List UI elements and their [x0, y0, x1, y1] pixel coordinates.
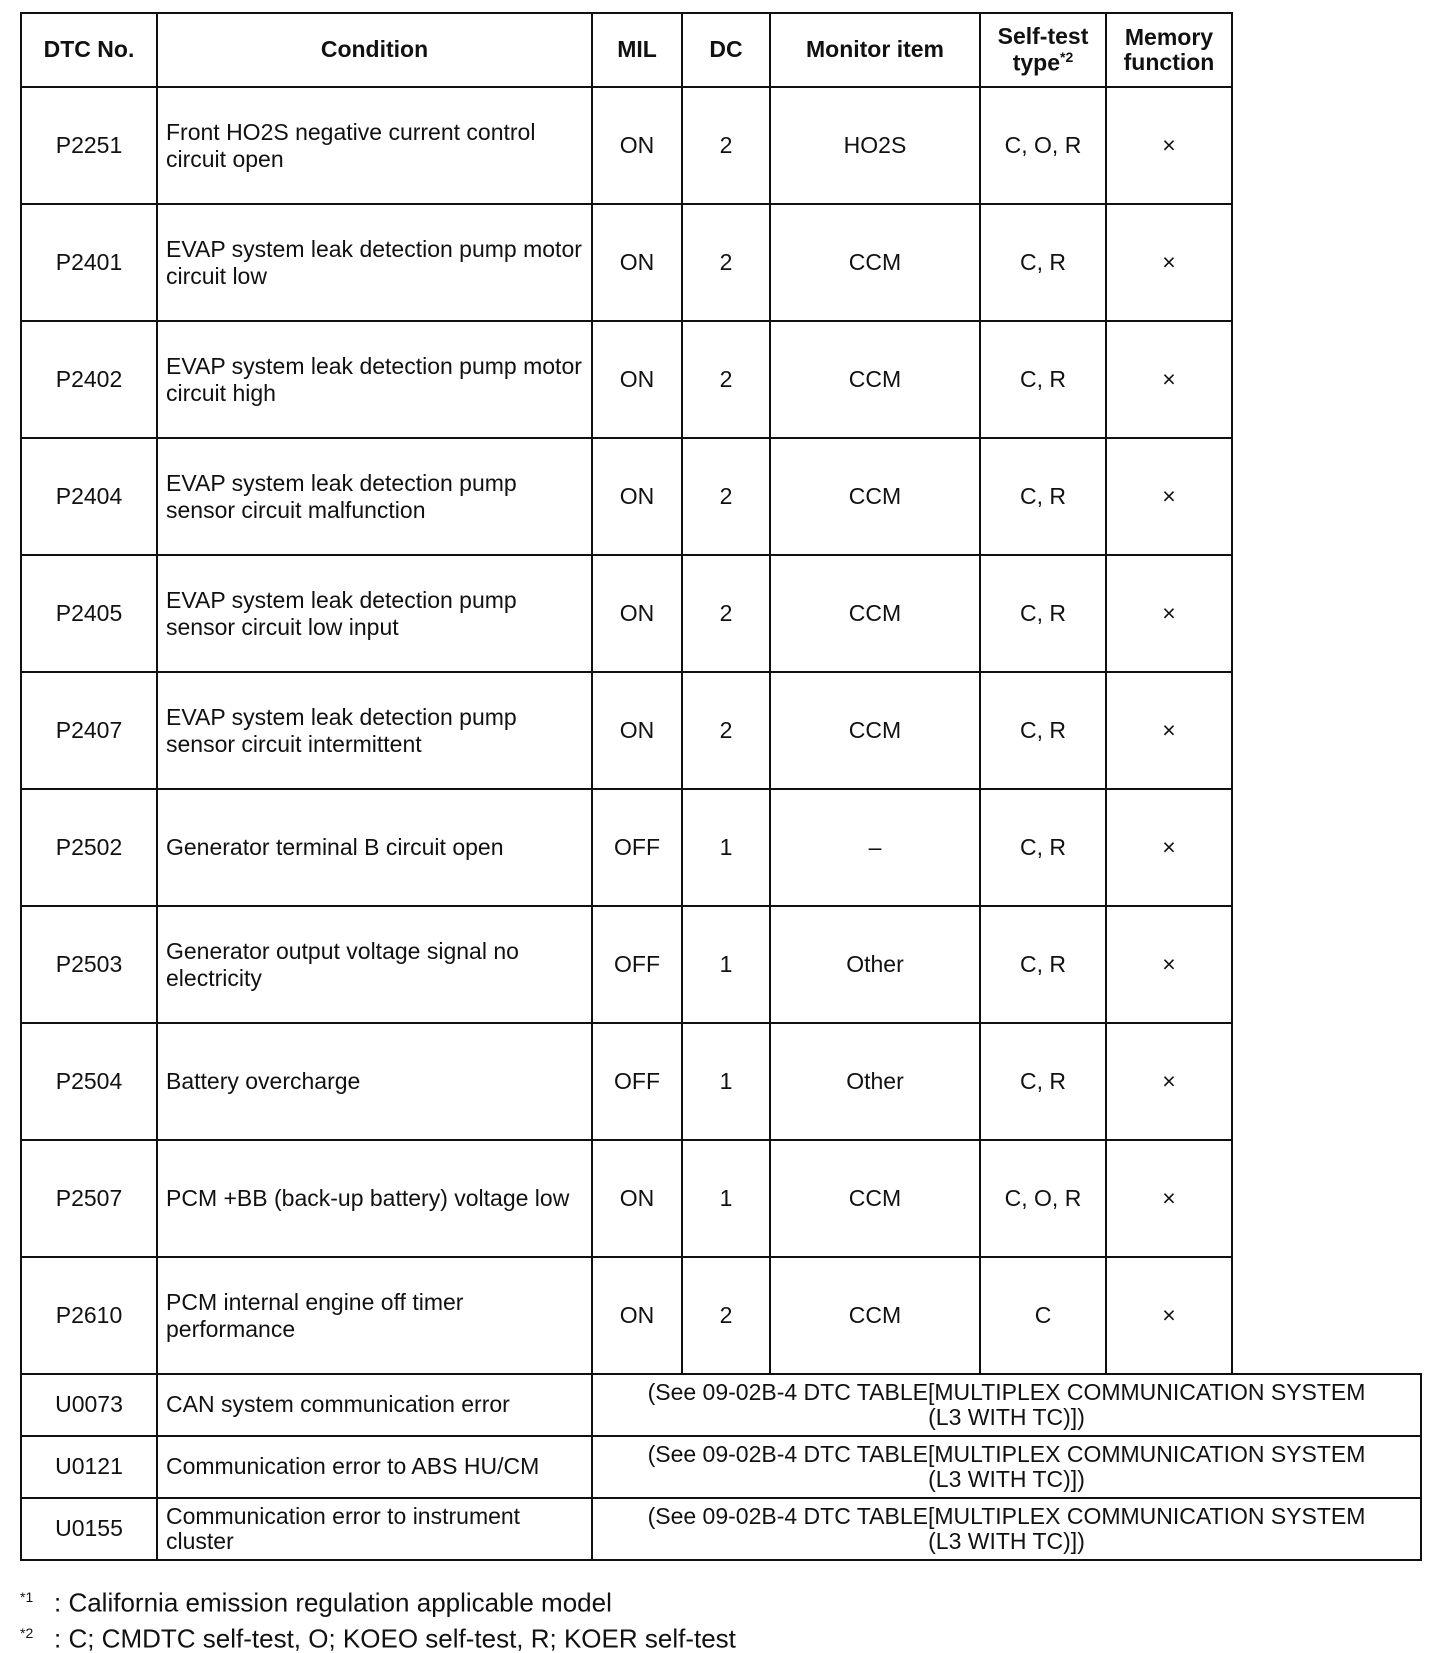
- self-test-type: C, R: [980, 906, 1106, 1023]
- self-test-type: C, R: [980, 672, 1106, 789]
- dc: 2: [682, 438, 770, 555]
- memory-function: ×: [1106, 906, 1232, 1023]
- blank-cell: [1232, 13, 1421, 87]
- footnote: [20, 1618, 736, 1653]
- document-page: [20, 12, 1420, 1561]
- self-test-type: C, R: [980, 438, 1106, 555]
- dtc-code: P2401: [21, 204, 157, 321]
- footnote-mark: *2: [20, 1624, 34, 1641]
- mil: ON: [592, 555, 682, 672]
- monitor-item: CCM: [770, 1140, 980, 1257]
- memory-function: ×: [1106, 1257, 1232, 1374]
- self-test-type: C, R: [980, 1023, 1106, 1140]
- condition: EVAP system leak detection pump sensor circuit malfunction: [157, 438, 592, 555]
- condition: Front HO2S negative current control circuit open: [157, 87, 592, 204]
- table-row: [21, 438, 1421, 555]
- blank-cell: [1232, 204, 1421, 321]
- dc: 2: [682, 87, 770, 204]
- blank-cell: [1232, 906, 1421, 1023]
- table-row: [21, 1140, 1421, 1257]
- cross-reference-line1: (See 09-02B-4 DTC TABLE[MULTIPLEX COMMUNICATION SYSTEM: [647, 1502, 1366, 1529]
- condition: PCM internal engine off timer performance: [157, 1257, 592, 1374]
- footnote-text: : C; CMDTC self-test, O; KOEO self-test, R; KOER self-test: [54, 1623, 736, 1653]
- header-self-test-footnote-mark: *2: [1060, 48, 1074, 65]
- cross-reference-note: [592, 1498, 1421, 1560]
- cross-reference-note: [592, 1374, 1421, 1436]
- header-self-test-label: Self-test type: [997, 23, 1089, 76]
- mil: ON: [592, 438, 682, 555]
- table-row: [21, 1498, 1421, 1560]
- dtc-code: P2251: [21, 87, 157, 204]
- dtc-code: P2405: [21, 555, 157, 672]
- table-row: [21, 204, 1421, 321]
- dc: 2: [682, 672, 770, 789]
- condition: Generator output voltage signal no electricity: [157, 906, 592, 1023]
- cross-reference-line2: (L3 WITH TC)]): [928, 1528, 1085, 1554]
- condition: EVAP system leak detection pump motor circuit low: [157, 204, 592, 321]
- self-test-type: C, R: [980, 204, 1106, 321]
- blank-cell: [1232, 789, 1421, 906]
- dtc-table: [20, 12, 1422, 1561]
- monitor-item: –: [770, 789, 980, 906]
- table-row: [21, 1257, 1421, 1374]
- monitor-item: CCM: [770, 1257, 980, 1374]
- mil: OFF: [592, 906, 682, 1023]
- table-row: [21, 906, 1421, 1023]
- mil: ON: [592, 87, 682, 204]
- dc: 2: [682, 321, 770, 438]
- cross-reference-line2: (L3 WITH TC)]): [928, 1404, 1085, 1430]
- dtc-code: U0155: [21, 1498, 157, 1560]
- dtc-code: P2404: [21, 438, 157, 555]
- header-dc: DC: [682, 13, 770, 87]
- table-row: [21, 1374, 1421, 1436]
- table-row: [21, 87, 1421, 204]
- self-test-type: C, O, R: [980, 87, 1106, 204]
- condition: Battery overcharge: [157, 1023, 592, 1140]
- footnote-text: : California emission regulation applicable model: [54, 1587, 612, 1618]
- cross-reference-line2: (L3 WITH TC)]): [928, 1466, 1085, 1492]
- dc: 2: [682, 555, 770, 672]
- dtc-code: P2504: [21, 1023, 157, 1140]
- condition: EVAP system leak detection pump sensor circuit intermittent: [157, 672, 592, 789]
- monitor-item: CCM: [770, 438, 980, 555]
- condition: Communication error to ABS HU/CM: [157, 1436, 592, 1498]
- memory-function: ×: [1106, 204, 1232, 321]
- mil: OFF: [592, 789, 682, 906]
- monitor-item: CCM: [770, 672, 980, 789]
- self-test-type: C: [980, 1257, 1106, 1374]
- mil: ON: [592, 1257, 682, 1374]
- cross-reference-note: [592, 1436, 1421, 1498]
- blank-cell: [1232, 672, 1421, 789]
- blank-cell: [1232, 321, 1421, 438]
- dc: 2: [682, 204, 770, 321]
- table-row: [21, 789, 1421, 906]
- dtc-code: P2402: [21, 321, 157, 438]
- condition: EVAP system leak detection pump motor circuit high: [157, 321, 592, 438]
- footnote-mark: *1: [20, 1589, 34, 1605]
- table-row: [21, 321, 1421, 438]
- table-row: [21, 1023, 1421, 1140]
- condition: CAN system communication error: [157, 1374, 592, 1436]
- self-test-type: C, R: [980, 789, 1106, 906]
- blank-cell: [1232, 555, 1421, 672]
- condition: Communication error to instrument cluster: [157, 1498, 592, 1560]
- mil: ON: [592, 204, 682, 321]
- mil: ON: [592, 321, 682, 438]
- memory-function: ×: [1106, 321, 1232, 438]
- mil: ON: [592, 672, 682, 789]
- header-self-test-type: [980, 13, 1106, 87]
- blank-cell: [1232, 87, 1421, 204]
- footnote: [20, 1582, 736, 1618]
- dtc-code: P2610: [21, 1257, 157, 1374]
- memory-function: ×: [1106, 789, 1232, 906]
- cross-reference-line1: (See 09-02B-4 DTC TABLE[MULTIPLEX COMMUNICATION SYSTEM: [647, 1440, 1366, 1467]
- dc: 1: [682, 789, 770, 906]
- dtc-code: U0073: [21, 1374, 157, 1436]
- cross-reference-line1: (See 09-02B-4 DTC TABLE[MULTIPLEX COMMUNICATION SYSTEM: [647, 1378, 1366, 1405]
- self-test-type: C, R: [980, 321, 1106, 438]
- dc: 1: [682, 1140, 770, 1257]
- condition: EVAP system leak detection pump sensor circuit low input: [157, 555, 592, 672]
- memory-function: ×: [1106, 87, 1232, 204]
- header-condition: Condition: [157, 13, 592, 87]
- table-row: [21, 1436, 1421, 1498]
- dtc-code: P2502: [21, 789, 157, 906]
- monitor-item: CCM: [770, 321, 980, 438]
- memory-function: ×: [1106, 1023, 1232, 1140]
- monitor-item: Other: [770, 906, 980, 1023]
- monitor-item: CCM: [770, 204, 980, 321]
- dc: 1: [682, 1023, 770, 1140]
- dc: 2: [682, 1257, 770, 1374]
- dtc-code: P2507: [21, 1140, 157, 1257]
- memory-function: ×: [1106, 672, 1232, 789]
- table-row: [21, 672, 1421, 789]
- monitor-item: HO2S: [770, 87, 980, 204]
- blank-cell: [1232, 1257, 1421, 1374]
- monitor-item: CCM: [770, 555, 980, 672]
- dtc-code: P2407: [21, 672, 157, 789]
- self-test-type: C, R: [980, 555, 1106, 672]
- blank-cell: [1232, 438, 1421, 555]
- memory-function: ×: [1106, 438, 1232, 555]
- memory-function: ×: [1106, 1140, 1232, 1257]
- blank-cell: [1232, 1140, 1421, 1257]
- monitor-item: Other: [770, 1023, 980, 1140]
- footnotes: [20, 1582, 736, 1653]
- header-monitor-item: Monitor item: [770, 13, 980, 87]
- dtc-code: P2503: [21, 906, 157, 1023]
- condition: Generator terminal B circuit open: [157, 789, 592, 906]
- table-row: [21, 555, 1421, 672]
- self-test-type: C, O, R: [980, 1140, 1106, 1257]
- table-header-row: [21, 13, 1421, 87]
- condition: PCM +BB (back-up battery) voltage low: [157, 1140, 592, 1257]
- header-dtc-no: DTC No.: [21, 13, 157, 87]
- memory-function: ×: [1106, 555, 1232, 672]
- blank-cell: [1232, 1023, 1421, 1140]
- header-memory-function: Memory function: [1106, 13, 1232, 87]
- mil: ON: [592, 1140, 682, 1257]
- mil: OFF: [592, 1023, 682, 1140]
- header-mil: MIL: [592, 13, 682, 87]
- dtc-code: U0121: [21, 1436, 157, 1498]
- dc: 1: [682, 906, 770, 1023]
